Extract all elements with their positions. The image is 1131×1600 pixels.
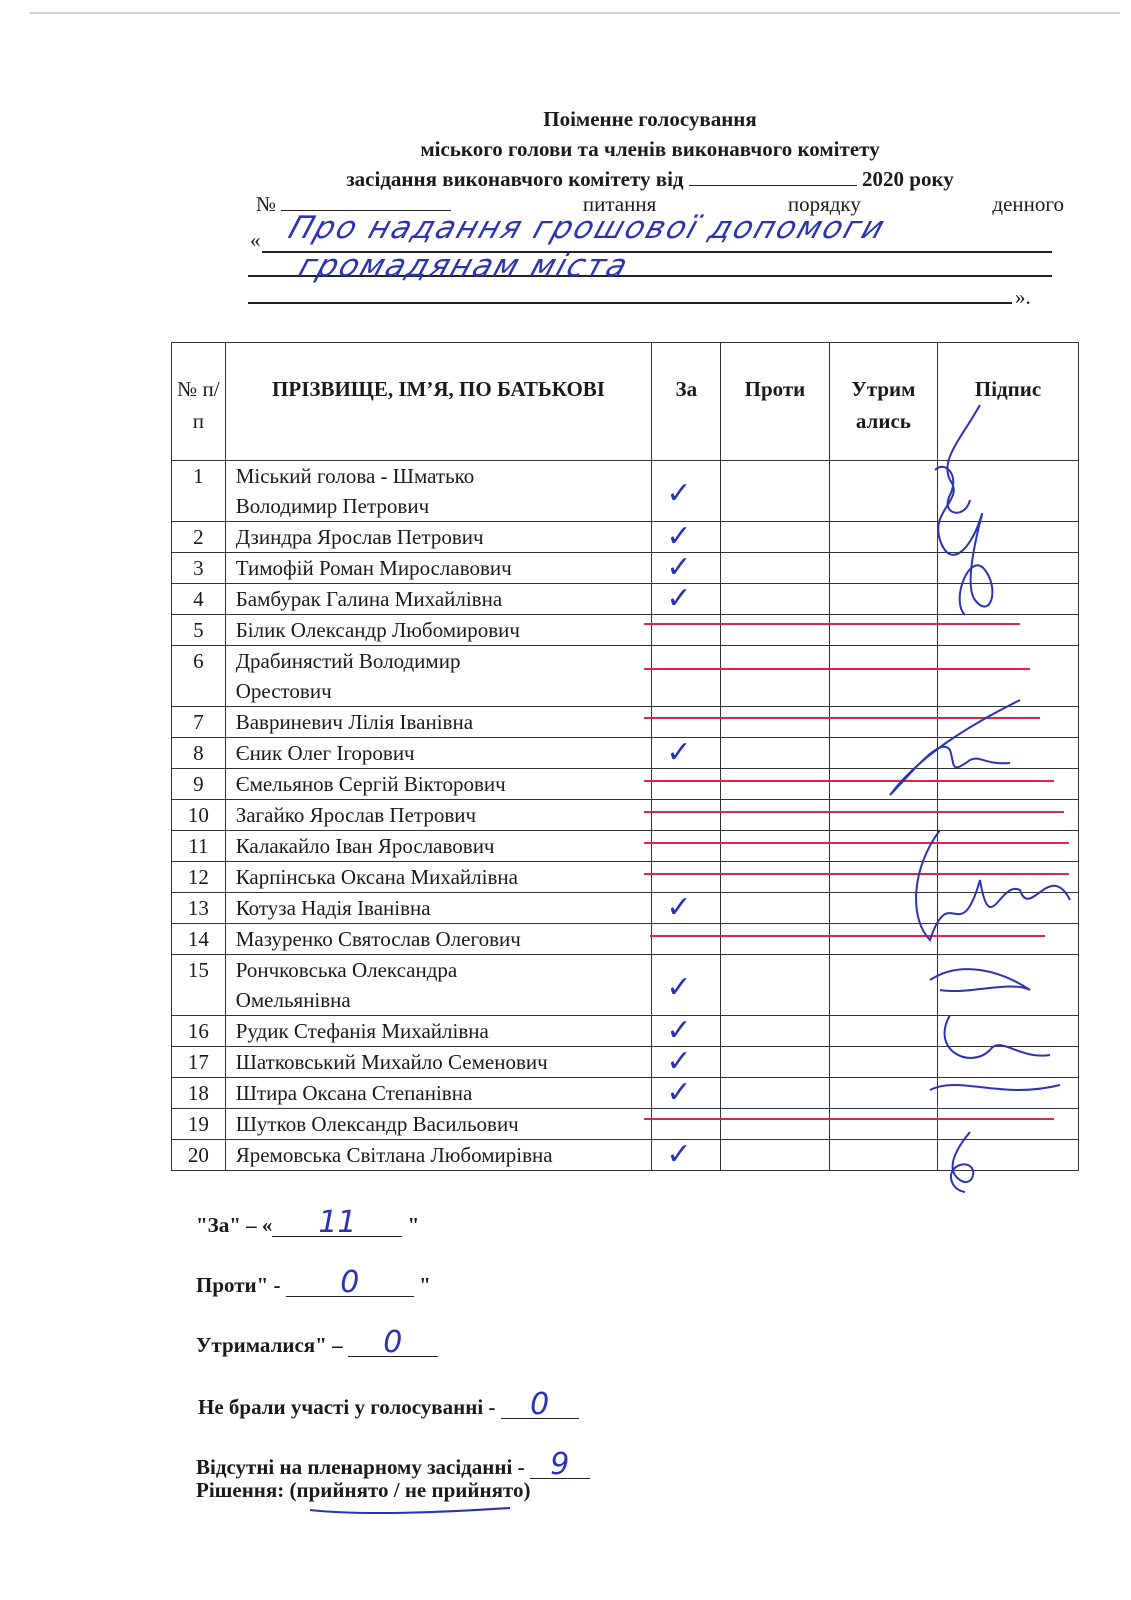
row-number: 8 [172, 738, 226, 769]
member-name [225, 955, 652, 1016]
check-mark-icon: ✓ [666, 1137, 692, 1172]
za-close: " [407, 1213, 420, 1237]
member-name-line-1: Драбинястий Володимир [235, 649, 461, 673]
vote-proty-cell [721, 646, 829, 707]
header-pidpys: Підпис [938, 343, 1079, 461]
member-name-line-1: Штира Оксана Степанівна [235, 1081, 473, 1105]
member-name-line-1: Калакайло Іван Ярославович [235, 834, 495, 858]
vote-za-cell [652, 461, 721, 522]
ne-braly-label: Не брали участі у голосуванні - [198, 1395, 496, 1419]
agenda-word-3: денного [992, 192, 1064, 216]
summary-rishennia: Рішення: (прийнято / не прийнято) [196, 1478, 531, 1502]
member-name [225, 1047, 652, 1078]
row-number: 5 [172, 615, 226, 646]
summary-utrym [196, 1325, 438, 1360]
member-name-line-1: Загайко Ярослав Петрович [235, 803, 477, 827]
header-line-3 [240, 164, 1060, 194]
member-name [225, 862, 652, 893]
member-name [225, 831, 652, 862]
member-name-line-1: Єник Олег Ігорович [235, 741, 415, 765]
member-name-line-2: Орестович [235, 679, 332, 703]
vote-za-cell [652, 890, 721, 925]
check-mark-icon: ✓ [666, 970, 692, 1005]
vote-za-cell [652, 581, 721, 616]
vote-proty-cell [721, 1078, 829, 1109]
vote-utrym-cell [829, 1140, 937, 1171]
member-name-line-1: Білик Олександр Любомирович [235, 618, 520, 642]
row-number: 14 [172, 924, 226, 955]
vote-za-cell [652, 831, 721, 862]
member-name-line-1: Котуза Надія Іванівна [235, 896, 431, 920]
vote-proty-cell [721, 769, 829, 800]
member-name-line-2: Володимир Петрович [235, 494, 430, 518]
vote-proty-cell [721, 924, 829, 955]
vote-proty-cell [721, 1016, 829, 1047]
quote-open: « [250, 228, 261, 252]
scan-edge [30, 12, 1120, 14]
member-name-line-1: Бамбурак Галина Михайлівна [235, 587, 503, 611]
member-name [225, 522, 652, 553]
vote-za-cell [652, 519, 721, 554]
member-name [225, 769, 652, 800]
check-mark-icon: ✓ [666, 735, 692, 770]
vote-proty-cell [721, 615, 829, 646]
check-mark-icon: ✓ [666, 581, 692, 616]
member-name-line-1: Тимофій Роман Мирославович [235, 556, 512, 580]
row-number: 11 [172, 831, 226, 862]
vote-proty-cell [721, 707, 829, 738]
member-name-line-1: Рончковська Олександра [235, 958, 458, 982]
member-name [225, 1078, 652, 1109]
vote-za-cell [652, 1044, 721, 1079]
utrym-value: 0 [348, 1330, 438, 1357]
row-number: 16 [172, 1016, 226, 1047]
handwritten-agenda-line-1: Про надання грошової допомоги [284, 210, 891, 246]
header-za: За [652, 343, 721, 461]
vote-za-cell [652, 1013, 721, 1048]
row-number: 4 [172, 584, 226, 615]
vote-za-cell [652, 955, 721, 1016]
member-name [225, 707, 652, 738]
header-line-1: Поіменне голосування [543, 107, 757, 131]
date-blank [689, 167, 857, 186]
member-name-line-2: Омельянівна [235, 988, 351, 1012]
member-name-line-1: Яремовська Світлана Любомирівна [235, 1143, 553, 1167]
member-name [225, 1140, 652, 1171]
vote-proty-cell [721, 831, 829, 862]
row-number: 20 [172, 1140, 226, 1171]
member-name [225, 738, 652, 769]
vote-za-cell [652, 615, 721, 646]
signature-scribble-3 [910, 820, 1080, 1120]
vote-za-cell [652, 862, 721, 893]
vote-proty-cell [721, 800, 829, 831]
member-name [225, 615, 652, 646]
signature-scribble-2 [880, 695, 1030, 805]
row-number: 15 [172, 955, 226, 1016]
member-name [225, 646, 652, 707]
vote-proty-cell [721, 955, 829, 1016]
check-mark-icon: ✓ [666, 890, 692, 925]
agenda-word-2: порядку [787, 192, 861, 216]
handwritten-agenda-line-2: громадянам міста [294, 248, 634, 284]
check-mark-icon: ✓ [666, 476, 692, 511]
vote-za-cell [652, 769, 721, 800]
row-number: 12 [172, 862, 226, 893]
row-number: 6 [172, 646, 226, 707]
member-name-line-1: Ємельянов Сергій Вікторович [235, 772, 506, 796]
member-name-line-1: Рудик Стефанія Михайлівна [235, 1019, 489, 1043]
header-line-3-suffix: 2020 року [862, 167, 954, 191]
signature-scribble-1 [920, 400, 1010, 630]
row-number: 3 [172, 553, 226, 584]
row-number: 17 [172, 1047, 226, 1078]
vote-proty-cell [721, 893, 829, 924]
vote-za-cell [652, 800, 721, 831]
signature-scribble-4 [940, 1130, 990, 1195]
vote-za-cell [652, 924, 721, 955]
vote-proty-cell [721, 1047, 829, 1078]
member-name-line-1: Міський голова - Шматько [235, 464, 475, 488]
header-line-3-prefix: засідання виконавчого комітету від [346, 167, 684, 191]
vote-proty-cell [721, 522, 829, 553]
utrym-label: Утрималися" – [196, 1333, 343, 1357]
check-mark-icon: ✓ [666, 550, 692, 585]
member-name-line-1: Шутков Олександр Васильович [235, 1112, 519, 1136]
proty-value: 0 [286, 1270, 414, 1297]
header-line-2: міського голови та членів виконавчого комітету [420, 137, 880, 161]
vote-za-cell [652, 707, 721, 738]
vote-za-cell [652, 735, 721, 770]
row-number: 13 [172, 893, 226, 924]
member-name [225, 893, 652, 924]
agenda-no-label: № [256, 192, 451, 217]
vidsutni-label: Відсутні на пленарному засіданні - [196, 1455, 525, 1479]
member-name [225, 461, 652, 522]
member-name [225, 1016, 652, 1047]
vote-za-cell [652, 1137, 721, 1172]
vidsutni-value: 9 [530, 1452, 590, 1479]
strike-line-row-10 [644, 811, 1064, 813]
member-name-line-1: Шатковський Михайло Семенович [235, 1050, 548, 1074]
document-header [240, 104, 1060, 194]
proty-close: " [419, 1273, 431, 1297]
check-mark-icon: ✓ [666, 1044, 692, 1079]
row-number: 1 [172, 461, 226, 522]
member-name [225, 924, 652, 955]
summary-za [196, 1205, 420, 1240]
row-number: 19 [172, 1109, 226, 1140]
vote-proty-cell [721, 553, 829, 584]
member-name [225, 1109, 652, 1140]
agenda-rule-3 [248, 302, 1012, 304]
strike-line-row-6 [644, 668, 1030, 670]
vote-proty-cell [721, 862, 829, 893]
summary-vidsutni [196, 1447, 590, 1482]
member-name-line-1: Мазуренко Святослав Олегович [235, 927, 521, 951]
vote-proty-cell [721, 461, 829, 522]
vote-za-cell [652, 1075, 721, 1110]
check-mark-icon: ✓ [666, 519, 692, 554]
header-name: ПРІЗВИЩЕ, ІМ’Я, ПО БАТЬКОВІ [225, 343, 652, 461]
row-number: 9 [172, 769, 226, 800]
vote-za-cell [652, 646, 721, 707]
summary-ne-braly [198, 1387, 579, 1422]
vote-proty-cell [721, 584, 829, 615]
member-name [225, 584, 652, 615]
underline-prynyato [305, 1500, 515, 1520]
quote-close: ». [1015, 285, 1031, 309]
proty-label: Проти" - [196, 1273, 281, 1297]
row-number: 7 [172, 707, 226, 738]
vote-proty-cell [721, 738, 829, 769]
row-number: 2 [172, 522, 226, 553]
ne-braly-value: 0 [501, 1392, 579, 1419]
summary-proty [196, 1265, 431, 1300]
za-value: 11 [272, 1210, 402, 1237]
member-name-line-1: Карпінська Оксана Михайлівна [235, 865, 518, 889]
vote-za-cell [652, 1109, 721, 1140]
member-name [225, 800, 652, 831]
member-name-line-1: Вавриневич Лілія Іванівна [235, 710, 474, 734]
za-label: "За" – « [196, 1213, 273, 1237]
member-name [225, 553, 652, 584]
vote-proty-cell [721, 1140, 829, 1171]
row-number: 10 [172, 800, 226, 831]
vote-proty-cell [721, 1109, 829, 1140]
header-num: № п/п [172, 343, 226, 461]
vote-za-cell [652, 550, 721, 585]
agenda-word-1: питання [582, 192, 657, 216]
member-name-line-1: Дзиндра Ярослав Петрович [235, 525, 484, 549]
row-number: 18 [172, 1078, 226, 1109]
header-utrym: Утрим ались [829, 343, 937, 461]
check-mark-icon: ✓ [666, 1075, 692, 1110]
header-proty: Проти [721, 343, 829, 461]
check-mark-icon: ✓ [666, 1013, 692, 1048]
